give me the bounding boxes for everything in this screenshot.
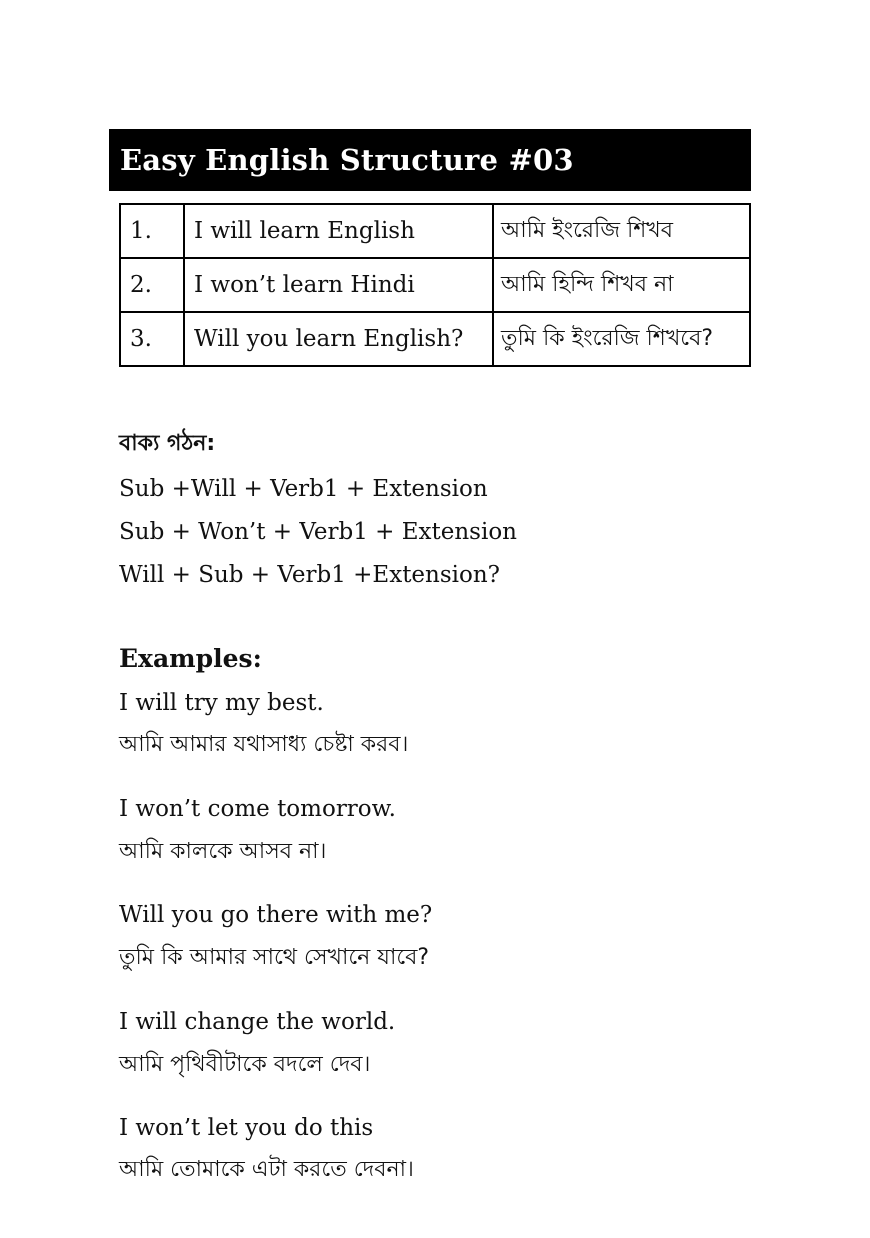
- example-bangla: আমি কালকে আসব না।: [119, 839, 327, 864]
- example-english: I won’t come tomorrow.: [119, 796, 396, 822]
- row-number: 2.: [120, 258, 184, 312]
- example-english: I will try my best.: [119, 690, 324, 716]
- english-sentence: Will you learn English?: [184, 312, 493, 366]
- structure-table: [119, 203, 751, 367]
- example-bangla: আমি আমার যথাসাধ্য চেষ্টা করব।: [119, 732, 409, 757]
- structure-formula: Sub + Won’t + Verb1 + Extension: [119, 519, 517, 545]
- structure-heading: বাক্য গঠন:: [119, 431, 216, 456]
- example-english: I won’t let you do this: [119, 1115, 374, 1141]
- example-bangla: আমি তোমাকে এটা করতে দেবনা।: [119, 1157, 414, 1182]
- structure-formula: Sub +Will + Verb1 + Extension: [119, 476, 488, 502]
- page-title: Easy English Structure #03: [109, 129, 751, 191]
- example-bangla: তুমি কি আমার সাথে সেখানে যাবে?: [119, 945, 430, 970]
- structure-formula: Will + Sub + Verb1 +Extension?: [119, 562, 501, 588]
- example-english: Will you go there with me?: [119, 902, 433, 928]
- english-sentence: I will learn English: [184, 204, 493, 258]
- table-row: [120, 258, 750, 312]
- examples-heading: Examples:: [119, 644, 262, 673]
- bangla-translation: তুমি কি ইংরেজি শিখবে?: [493, 312, 750, 366]
- english-sentence: I won’t learn Hindi: [184, 258, 493, 312]
- bangla-translation: আমি ইংরেজি শিখব: [493, 204, 750, 258]
- row-number: 3.: [120, 312, 184, 366]
- bangla-translation: আমি হিন্দি শিখব না: [493, 258, 750, 312]
- row-number: 1.: [120, 204, 184, 258]
- table-row: [120, 204, 750, 258]
- table-row: [120, 312, 750, 366]
- example-english: I will change the world.: [119, 1009, 396, 1035]
- example-bangla: আমি পৃথিবীটাকে বদলে দেব।: [119, 1052, 371, 1077]
